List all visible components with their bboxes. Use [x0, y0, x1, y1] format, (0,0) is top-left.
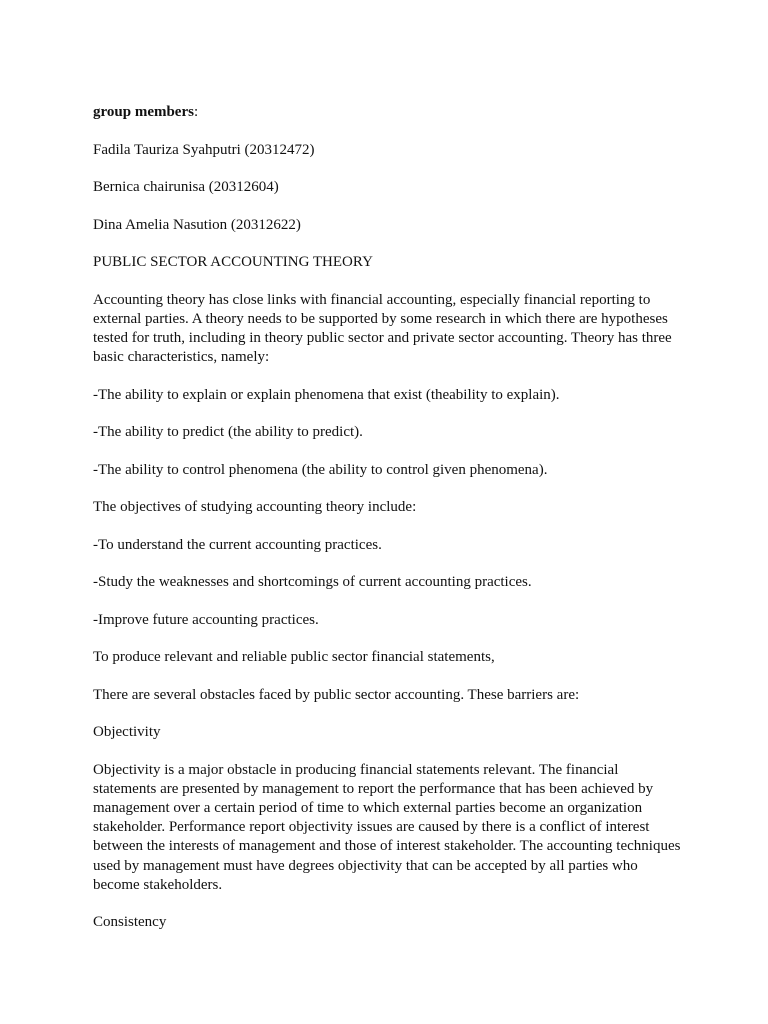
group-members-label: group members: [93, 104, 194, 120]
objectivity-body: Objectivity is a major obstacle in producing financial statements relevant. The financial statements are presented by management to report the performance that has been achieved by management over a certain period of time to which external parties become an organization stakeholder. Performance report objectivity issues are caused by there is a conflict of interest between the interests of management and those of interest stakeholder. The accounting techniques used by management must have degrees objectivity that can be accepted by all parties who become stakeholders.: [93, 761, 681, 893]
objectivity-heading: Objectivity: [93, 724, 161, 741]
member-line: Dina Amelia Nasution (20312622): [93, 216, 301, 233]
objective-item: -Improve future accounting practices.: [93, 611, 319, 628]
group-members-header: [93, 103, 683, 122]
document-page: [93, 103, 683, 951]
objective-item: -Study the weaknesses and shortcomings of current accounting practices.: [93, 574, 532, 591]
objective-item: -To understand the current accounting practices.: [93, 536, 382, 553]
member-line: Bernica chairunisa (20312604): [93, 179, 279, 195]
group-members-colon: :: [193, 104, 199, 120]
characteristic-item: -The ability to control phenomena (the ability to control given phenomena).: [93, 461, 548, 478]
member-line: Fadila Tauriza Syahputri (20312472): [93, 141, 315, 158]
consistency-heading: Consistency: [93, 914, 167, 931]
produce-statement: To produce relevant and reliable public sector financial statements,: [93, 649, 495, 666]
intro-paragraph: Accounting theory has close links with financial accounting, especially financial reporting to external parties. A theory needs to be supported by some research in which there are hypotheses tested for truth, including in theory public sector and private sector accounting. Theory has three basic characteristics, namely:: [93, 291, 672, 366]
obstacles-intro: There are several obstacles faced by public sector accounting. These barriers are:: [93, 686, 580, 703]
objectives-intro: The objectives of studying accounting theory include:: [93, 499, 417, 516]
characteristic-item: -The ability to explain or explain phenomena that exist (theability to explain).: [93, 386, 560, 403]
characteristic-item: -The ability to predict (the ability to predict).: [93, 424, 363, 441]
document-title: PUBLIC SECTOR ACCOUNTING THEORY: [93, 254, 373, 270]
